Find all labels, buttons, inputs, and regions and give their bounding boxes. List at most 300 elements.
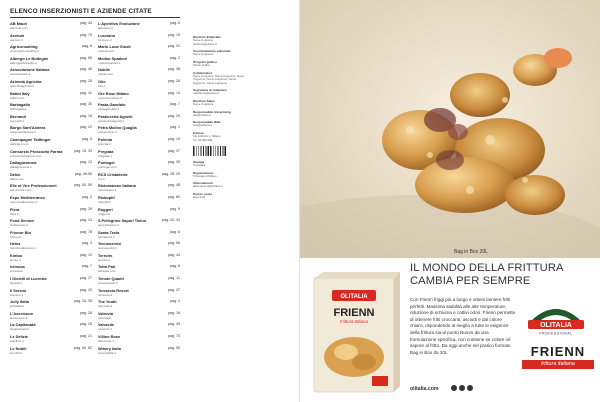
page-reference: pag. 29 xyxy=(168,113,180,118)
colophon-block xyxy=(193,160,293,168)
company-website: lacapitanata.it xyxy=(10,327,30,332)
index-entry xyxy=(10,276,92,288)
colophon-block xyxy=(193,99,293,107)
page-reference: pag. 80 xyxy=(168,194,180,199)
index-entry xyxy=(98,183,180,195)
page-reference: pag. 42, 43 xyxy=(162,218,180,223)
page-reference: pag. 25 xyxy=(80,78,92,83)
colophon-line: Via Indirizzo 1, Milano xyxy=(193,134,221,138)
colophon-line: Cognome, Nome Cognome xyxy=(193,80,228,85)
colophon-heading: Segreteria di redazione xyxy=(193,88,228,93)
colophon-heading: Direttore Editoriale xyxy=(193,35,221,39)
shrimp-shape xyxy=(450,48,572,117)
company-website: frionor.it xyxy=(10,234,22,239)
index-entry xyxy=(10,230,92,242)
company-website: kimbo.it xyxy=(10,257,21,262)
company-name: Valverde xyxy=(98,322,115,328)
colophon-heading: Editore xyxy=(193,131,204,135)
index-entry xyxy=(98,218,180,230)
page-reference: pag. 11 xyxy=(168,276,180,281)
index-entry xyxy=(10,218,92,230)
page-reference: pag. 27 xyxy=(80,276,92,281)
company-name: Molino Spadoni xyxy=(98,55,127,61)
company-website: babbi.com xyxy=(10,95,25,100)
colophon-line: web@editore.it xyxy=(193,123,212,128)
index-entry xyxy=(10,137,92,149)
company-website: wineryitalia.it xyxy=(98,350,116,355)
frienn-logo xyxy=(522,344,594,369)
pack-brand: OLITALIA xyxy=(340,294,368,300)
index-entry xyxy=(98,125,180,137)
page-reference: pag. 7 xyxy=(170,102,180,107)
company-website: pasticceriaagnelli.it xyxy=(98,118,125,123)
company-website: valrovia.it xyxy=(98,315,112,320)
company-name: Elle et Vire Professionnel xyxy=(10,183,57,189)
index-entry xyxy=(98,334,180,346)
company-website: oreerosemilano.it xyxy=(98,95,122,100)
brand-name: OLITALIA xyxy=(540,322,572,329)
company-name: The Youth xyxy=(98,299,117,305)
company-website: molinospadoni.it xyxy=(98,60,121,65)
company-name: Kimbo xyxy=(10,252,23,258)
company-name: Puntogel xyxy=(98,160,115,166)
company-name: Winery Italia xyxy=(98,345,121,351)
ad-body-copy: Con Frienn friggi più a lungo e ottieni lamiere fritti perfetti. Massima stabilità alle alte temperature, riduzione di schiuma e cattivi odori. Frienn permette di ottenere fritti croccanti, asciutti e dal colore chiaro, rispondendo al meglio a tutte le esigenze della frittura sia al punto Nuovo da una formulazione specifica, non contiene se colore né sapore al fritto. Da oggi anche nel pratico formato Bag in Box da 20L xyxy=(410,297,516,355)
company-website: borgosantandrea.it xyxy=(10,130,36,135)
page-reference: pag. 30 xyxy=(80,102,92,107)
index-entry xyxy=(10,44,92,56)
company-website: igioielli.it xyxy=(10,281,22,286)
colophon-line: Nome Cognome xyxy=(193,52,214,57)
company-name: Nobile xyxy=(98,67,110,73)
index-entry xyxy=(10,56,92,68)
colophon-block xyxy=(193,110,293,118)
company-name: Ristorazione Italiana xyxy=(98,183,136,189)
page-reference: pag. 29 xyxy=(80,206,92,211)
company-name: AB Mauri xyxy=(10,21,28,26)
company-website: nobile.com xyxy=(98,72,113,77)
page-reference: pag. 39 xyxy=(168,160,180,165)
index-title: ELENCO INSERZIONISTI E AZIENDE CITATE xyxy=(10,8,180,18)
social-icons xyxy=(451,385,473,391)
company-name: Pasta Garofalo xyxy=(98,102,126,108)
page-reference: pag. 5 xyxy=(82,136,92,141)
company-name: Tecnoservizi xyxy=(98,241,122,247)
company-name: Olio xyxy=(98,78,106,84)
page-reference: pag. 7 xyxy=(82,264,92,269)
page-reference: pag. 26 xyxy=(80,310,92,315)
olitalia-logo xyxy=(526,296,586,336)
index-column-1 xyxy=(10,21,92,357)
company-website: prosciuttodiparma.com xyxy=(10,153,42,158)
index-entry xyxy=(10,207,92,219)
index-entry xyxy=(98,241,180,253)
index-entry xyxy=(98,311,180,323)
company-website: pregiata.it xyxy=(98,153,112,158)
page-reference: pag. 49-50 xyxy=(74,171,92,176)
company-website: pastagarofalo.it xyxy=(98,107,120,112)
company-name: L'Aperitivo Evoluzione xyxy=(98,21,140,26)
company-website: ledelizie.it xyxy=(10,339,24,344)
page-reference: pag. 12 xyxy=(80,252,92,257)
page-reference: pag. 8 xyxy=(82,44,92,49)
index-entry xyxy=(10,334,92,346)
colophon-heading: Coordinamento editoriale xyxy=(193,49,231,54)
company-website: olio.it xyxy=(98,83,106,88)
index-entry xyxy=(98,253,180,265)
page-reference: pag. 10 xyxy=(168,136,180,141)
colophon-block xyxy=(193,60,293,68)
index-entry xyxy=(10,33,92,45)
page-reference: pag. 15 xyxy=(168,32,180,37)
page-reference: pag. 4 xyxy=(170,299,180,304)
company-website: valverde.it xyxy=(98,327,113,332)
instagram-icon[interactable] xyxy=(459,385,465,391)
page-reference: pag. 20 xyxy=(80,287,92,292)
company-name: Bernardi xyxy=(10,113,26,119)
colophon-line: Tipografia xyxy=(193,163,206,167)
company-website: marioluca.it xyxy=(98,49,114,54)
company-name: Ichnusa xyxy=(10,264,25,270)
page-reference: pag. 13 xyxy=(80,160,92,165)
page-reference: pag. 16 xyxy=(168,310,180,315)
colophon xyxy=(193,35,293,203)
page-reference: pag. 21 xyxy=(80,334,92,339)
colophon-block xyxy=(193,35,293,46)
page-reference: pag. 38 xyxy=(168,67,180,72)
colophon-line: Tel. 02 000 000 xyxy=(193,137,213,142)
company-name: Le Delizie xyxy=(10,334,28,340)
index-entry xyxy=(10,241,92,253)
page-reference: pag. 3 xyxy=(82,241,92,246)
page-reference: pag. 2 xyxy=(82,194,92,199)
index-entry xyxy=(98,21,180,33)
company-name: Acetum xyxy=(10,32,25,38)
headline-line-1: IL MONDO DELLA FRITTURA xyxy=(410,262,564,274)
youtube-icon[interactable] xyxy=(467,385,473,391)
company-website: dallagiovanna.it xyxy=(10,165,32,170)
company-name: Consorzio Prosciutto Parma xyxy=(10,148,63,154)
company-website: ristorazione.it xyxy=(98,188,117,193)
company-name: Mario Luca Giusti xyxy=(98,44,131,50)
page-reference: pag. 49 xyxy=(168,322,180,327)
company-website: puntogel.com xyxy=(98,165,117,170)
index-entry xyxy=(98,207,180,219)
company-website: tenutequadri.it xyxy=(98,281,118,286)
brand-sub: PROFESSIONAL xyxy=(539,331,573,336)
company-name: Barbagallo xyxy=(10,102,31,108)
company-name: Ore Rose Milano xyxy=(98,90,129,96)
company-name: Jolly Italia xyxy=(10,299,29,305)
company-website: bernardi.it xyxy=(10,118,24,123)
colophon-line: abbonamenti@editore.it xyxy=(193,184,223,189)
company-website: risboplif.it xyxy=(98,199,112,204)
company-website: lascensore.it xyxy=(10,315,28,320)
company-website: heinzfoodservice.it xyxy=(10,246,36,251)
company-name: Expo Mediterraneo xyxy=(10,194,46,200)
colophon-line: Nome Cognome xyxy=(193,38,214,42)
company-name: Azienda Agricola xyxy=(10,78,42,84)
company-name: La Capitanata xyxy=(10,322,36,328)
company-name: Risboplif xyxy=(98,194,115,200)
index-entry xyxy=(98,44,180,56)
colophon-line: Euro 5,00 xyxy=(193,195,206,200)
pack-name: FRIENN xyxy=(333,307,375,319)
colophon-line: redazione@editore.it xyxy=(193,91,219,96)
company-name: Torraccia Resort xyxy=(98,287,129,293)
index-entry xyxy=(10,253,92,265)
index-entry xyxy=(10,160,92,172)
company-name: Petra Molino Quaglia xyxy=(98,125,137,131)
company-name: Heinz xyxy=(10,241,21,247)
colophon-line: direttore@editore.it xyxy=(193,41,217,46)
company-website: abmauri.com xyxy=(10,26,28,30)
company-website: polenta.it xyxy=(98,141,111,146)
company-website: foodservice.it xyxy=(10,223,29,228)
page-reference: pag. 8 xyxy=(170,264,180,269)
page-reference: pag. 48 xyxy=(168,183,180,188)
index-entry xyxy=(98,299,180,311)
frienn-wordmark: FRIENN xyxy=(530,344,586,359)
page-reference: pag. 65 xyxy=(80,55,92,60)
company-name: Ruggeri xyxy=(98,206,113,212)
company-website: acetum.it xyxy=(10,37,23,42)
index-entry xyxy=(98,79,180,91)
colophon-heading: Abbonamenti xyxy=(193,181,213,186)
bag-caption: Bag in Box 20L xyxy=(454,249,488,255)
page-reference: pag. 26 xyxy=(168,78,180,83)
company-name: Champagne Taittinger xyxy=(10,136,51,142)
page-reference: pag. 16 xyxy=(80,113,92,118)
page-reference: pag. 31 xyxy=(168,44,180,49)
index-entry xyxy=(98,91,180,103)
headline xyxy=(410,262,596,288)
index-entry xyxy=(98,346,180,358)
index-column-2 xyxy=(98,21,180,357)
company-website: debic.com xyxy=(10,176,25,181)
page-reference: pag. 79 xyxy=(80,32,92,37)
company-website: aziendaagricola.it xyxy=(10,83,35,88)
page-reference: pag. 1 xyxy=(170,125,180,130)
company-name: Terroirs xyxy=(98,252,113,258)
colophon-block xyxy=(193,120,293,128)
pack-sub: Frittura Italiana xyxy=(340,319,368,324)
company-name: Food Service xyxy=(10,218,35,224)
company-website: laperitivo.it xyxy=(98,26,113,30)
page-reference: pag. 50 xyxy=(168,345,180,350)
company-name: Santa Tecla xyxy=(98,229,120,235)
company-website: albergolebotteghe.it xyxy=(10,60,38,65)
index-entry xyxy=(10,67,92,79)
page-reference: pag. 6 xyxy=(170,229,180,234)
colophon-heading: Collaboratori xyxy=(193,70,213,75)
colophon-heading: Prezzo copia xyxy=(193,192,212,197)
index-entry xyxy=(10,125,92,137)
frienn-tagline: frittura italiana xyxy=(522,360,594,369)
index-entry xyxy=(10,346,92,358)
company-website: torraccia.it xyxy=(98,292,113,297)
company-website: santatecla.it xyxy=(98,234,115,239)
colophon-block xyxy=(193,131,293,142)
page-reference: pag. 34, 35 xyxy=(74,299,92,304)
index-entry xyxy=(98,195,180,207)
index-entry xyxy=(10,21,92,33)
colophon-heading: Direttore Sales xyxy=(193,98,215,103)
index-entry xyxy=(98,276,180,288)
company-name: Tetra Pak xyxy=(98,264,116,270)
page-reference: pag. 43 xyxy=(80,21,92,25)
index-entry xyxy=(10,322,92,334)
index-entry xyxy=(98,56,180,68)
index-entry xyxy=(98,322,180,334)
product-pack xyxy=(310,272,400,396)
company-name: Lucciano xyxy=(98,32,116,38)
index-entry xyxy=(10,114,92,126)
page-reference: pag. 46 xyxy=(80,67,92,72)
index-entry xyxy=(98,288,180,300)
colophon-heading: Registrazione xyxy=(193,170,214,175)
company-website: rcs.it xyxy=(98,176,105,181)
index-entry xyxy=(98,264,180,276)
headline-line-2: CAMBIA PER SEMPRE xyxy=(410,275,531,287)
company-name: Associazione Italiana xyxy=(10,67,50,73)
page-reference: pag. 2 xyxy=(170,55,180,60)
company-website: villinorose.it xyxy=(98,339,115,344)
company-name: Fiera xyxy=(10,206,20,212)
colophon-block xyxy=(193,171,293,179)
company-name: Pasticceria Agnelli xyxy=(98,113,133,119)
company-website: terroirs.it xyxy=(98,257,111,262)
company-name: Babbi Italy xyxy=(10,90,30,96)
company-website: theyouth.it xyxy=(98,304,113,309)
page-reference: pag. 44 xyxy=(168,252,180,257)
company-name: Frionor Bio xyxy=(10,229,31,235)
company-website: ilsereno.it xyxy=(10,292,24,297)
company-website: fiera.it xyxy=(10,211,19,216)
company-website: ichnusa.it xyxy=(10,269,24,274)
colophon-block xyxy=(193,49,293,57)
company-website: sanpellegrino.it xyxy=(98,223,119,228)
index-entry xyxy=(10,102,92,114)
index-entry xyxy=(10,311,92,323)
company-website: lenobili.it xyxy=(10,350,23,355)
page-reference: pag. 24 xyxy=(80,218,92,223)
company-website: ruggeri.it xyxy=(98,211,111,216)
company-name: L'Ascensore xyxy=(10,310,34,316)
page-reference: pag. 15, 33 xyxy=(74,148,92,153)
page-reference: pag. 22 xyxy=(80,125,92,130)
colophon-line: Cognome, Nome Cognome, Nome xyxy=(193,77,237,82)
company-website: lucciano.it xyxy=(98,37,112,42)
colophon-line: Tribunale di Milano xyxy=(193,173,217,178)
company-website: petramolino.it xyxy=(98,130,117,135)
company-name: Le Nobili xyxy=(10,345,27,351)
company-name: I Gioielli di Lucrezia xyxy=(10,276,47,282)
colophon-line: Nome Cognome, Nome Cognome, Nome xyxy=(193,73,245,78)
page-reference: pag. 9 xyxy=(170,206,180,211)
colophon-line: adv@editore.it xyxy=(193,112,212,117)
company-website: associazione.it xyxy=(10,72,31,77)
page-reference: pag. 78 xyxy=(80,229,92,234)
page-reference: pag. 60, 62 xyxy=(74,345,92,350)
company-name: Borgo Sant'Andrea xyxy=(10,125,46,131)
colophon-heading: Stampa xyxy=(193,160,205,164)
index-entry xyxy=(10,183,92,195)
company-website: tetrapak.com xyxy=(98,269,116,274)
index-entry xyxy=(98,33,180,45)
company-name: Agriconsulting xyxy=(10,44,38,50)
index-entry xyxy=(10,91,92,103)
facebook-icon[interactable] xyxy=(451,385,457,391)
colophon-block xyxy=(193,88,293,96)
page-reference: pag. 73 xyxy=(168,334,180,339)
page-reference: pag. 28, 29 xyxy=(162,171,180,176)
page-reference: pag. 41 xyxy=(80,90,92,95)
index-entry xyxy=(10,288,92,300)
page-reference: pag. 6 xyxy=(170,21,180,25)
page-reference: pag. 37 xyxy=(168,148,180,153)
colophon-block xyxy=(193,181,293,189)
company-name: Polenta xyxy=(98,136,113,142)
company-name: Dallagiovanna xyxy=(10,160,37,166)
page-reference: pag. 14 xyxy=(168,90,180,95)
company-name: Albergo Le Botteghe xyxy=(10,55,49,61)
index-entry xyxy=(10,149,92,161)
colophon-heading: Responsabile Web xyxy=(193,120,221,125)
company-website: barbagallo.it xyxy=(10,107,27,112)
colophon-line: Nome Cognome xyxy=(193,101,214,106)
index-entry xyxy=(10,195,92,207)
company-website: expomediterraneo.it xyxy=(10,199,38,204)
company-website: elle-et-vire.com xyxy=(10,188,32,193)
index-entry xyxy=(98,114,180,126)
barcode xyxy=(193,146,227,156)
colophon-heading: Responsabile Advertising xyxy=(193,109,231,114)
company-name: Valrovia xyxy=(98,310,113,316)
company-name: Debic xyxy=(10,171,21,177)
page-reference: pag. 25 xyxy=(80,322,92,327)
company-name: RCS Cristalleria xyxy=(98,171,128,177)
company-name: Villino Rose xyxy=(98,334,121,340)
advertiser-index xyxy=(10,8,180,357)
index-entry xyxy=(98,230,180,242)
index-entry xyxy=(10,172,92,184)
right-page-ad xyxy=(300,0,600,402)
company-name: Tenute Quadri xyxy=(98,276,125,282)
page-reference: pag. 56 xyxy=(168,241,180,246)
index-entry xyxy=(98,67,180,79)
fried-food-photo xyxy=(300,0,600,258)
colophon-block xyxy=(193,192,293,200)
index-entry xyxy=(10,79,92,91)
index-entry xyxy=(10,299,92,311)
colophon-line: Studio grafico xyxy=(193,62,211,67)
page-reference: pag. 47 xyxy=(168,287,180,292)
company-website: tecnoservizi.it xyxy=(98,246,117,251)
colophon-block xyxy=(193,71,293,86)
company-website: www.agriconsulting.it xyxy=(10,49,39,54)
index-entry xyxy=(98,102,180,114)
colophon-heading: Progetto grafico xyxy=(193,59,217,64)
index-entry xyxy=(98,149,180,161)
company-website: jollyitalia.it xyxy=(10,304,25,309)
company-name: Il Sereno xyxy=(10,287,27,293)
website-link[interactable]: olitalia.com xyxy=(410,386,439,392)
index-entry xyxy=(10,264,92,276)
index-entry xyxy=(98,137,180,149)
company-website: taittinger.com xyxy=(10,141,29,146)
index-entry xyxy=(98,172,180,184)
